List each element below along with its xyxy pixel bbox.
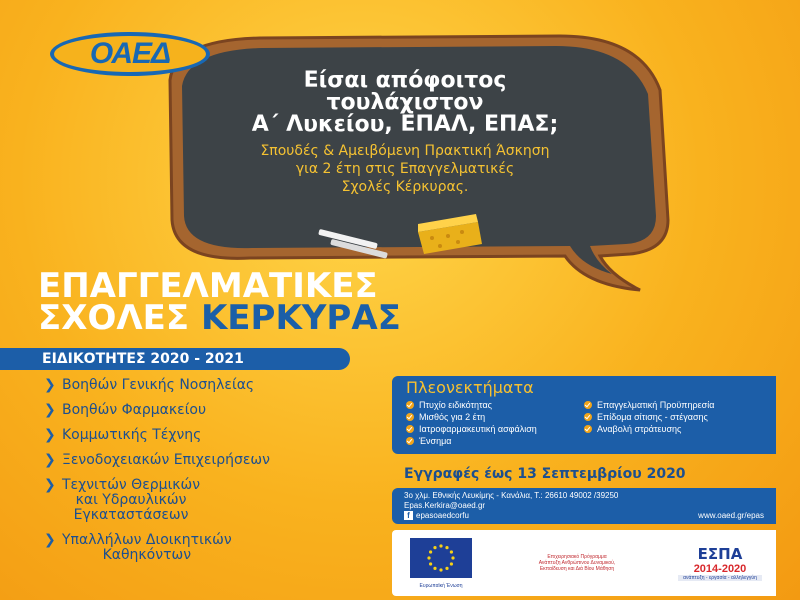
specialty-label: Ξενοδοχειακών Επιχειρήσεων	[62, 452, 270, 468]
schools-heading	[38, 266, 478, 338]
advantages-left	[406, 399, 584, 447]
espa-tagline: ανάπτυξη - εργασία - αλληλεγγύη	[678, 575, 762, 581]
specialty-label: Βοηθών Γενικής Νοσηλείας	[62, 377, 255, 393]
check-icon	[406, 413, 414, 421]
list-item: Πτυχίο ειδικότητας	[406, 399, 584, 411]
check-icon	[584, 413, 592, 421]
advantages-box	[392, 376, 776, 454]
list-item: Επαγγελματική Προϋπηρεσία	[584, 399, 762, 411]
chevron-right-icon: ❯	[44, 477, 56, 493]
facebook-link[interactable]: f epasoaedcorfu	[404, 511, 469, 521]
chevron-right-icon: ❯	[44, 377, 56, 393]
specialty-label: Βοηθών Φαρμακείου	[62, 402, 207, 418]
check-icon	[406, 437, 414, 445]
list-item: Μισθός για 2 έτη	[406, 411, 584, 423]
board-subtitle-line: Σπουδές & Αμειβόμενη Πρακτική Άσκηση	[260, 143, 550, 159]
contact-box	[392, 488, 776, 524]
board-subtitle	[180, 142, 630, 196]
check-icon	[406, 401, 414, 409]
chevron-right-icon: ❯	[44, 402, 56, 418]
logo-text: ΟΑΕΔ	[89, 37, 171, 70]
espa-logo	[678, 545, 762, 581]
list-item: Ιατροφαρμακευτική ασφάλιση	[406, 423, 584, 435]
board-title-line: Α΄ Λυκείου, ΕΠΑΛ, ΕΠΑΣ;	[251, 112, 559, 137]
espa-years: 2014-2020	[693, 563, 747, 575]
eu-caption: Ευρωπαϊκή Ένωση	[419, 582, 463, 589]
espa-word: ΕΣΠΑ	[697, 545, 743, 563]
funding-footer	[392, 530, 776, 596]
heading-line2	[38, 298, 478, 338]
contact-email[interactable]: Epas.Kerkira@oaed.gr	[404, 501, 486, 510]
heading-line1: ΕΠΑΓΓΕΛΜΑΤΙΚΕΣ	[38, 266, 378, 306]
contact-address: 3ο χλμ. Εθνικής Λευκίμης - Κανάλια, Τ.: 26610 49002 /39250	[404, 491, 619, 500]
chevron-right-icon: ❯	[44, 427, 56, 443]
check-icon	[584, 425, 592, 433]
specialty-label: Τεχνιτών Θερμικών και Υδραυλικών Εγκαταστάσεων	[62, 477, 201, 523]
specialties-list	[44, 378, 374, 563]
board-subtitle-line: για 2 έτη στις Επαγγελματικές	[295, 161, 515, 177]
advantages-right	[584, 399, 762, 447]
list-item: Αναβολή στράτευσης	[584, 423, 762, 435]
chevron-right-icon: ❯	[44, 452, 56, 468]
website-link[interactable]: www.oaed.gr/epas	[698, 511, 764, 520]
facebook-icon: f	[404, 511, 413, 520]
program-text: Επιχειρησιακό Πρόγραμμα Ανάπτυξη Ανθρώπινου Δυναμικού, Εκπαίδευση και Διά Βίου Μάθηση	[538, 554, 616, 572]
specialty-label: Υπαλλήλων Διοικητικών Καθηκόντων	[62, 532, 232, 563]
list-item	[44, 453, 374, 468]
advantages-title: Πλεονεκτήματα	[406, 378, 534, 397]
list-item	[44, 378, 374, 393]
board-subtitle-line: Σχολές Κέρκυρας.	[341, 179, 469, 195]
specialty-label: Κομμωτικής Τέχνης	[62, 427, 202, 443]
list-item	[44, 403, 374, 418]
list-item	[44, 478, 374, 523]
registration-deadline: Εγγραφές έως 13 Σεπτεμβρίου 2020	[404, 466, 686, 482]
contact-row	[404, 511, 764, 521]
board-text	[180, 70, 630, 196]
check-icon	[406, 425, 414, 433]
heading-city-word: ΚΕΡΚΥΡΑΣ	[200, 298, 401, 338]
advantages-columns	[406, 399, 762, 447]
board-title-line: τουλάχιστον	[326, 90, 484, 115]
list-item	[44, 428, 374, 443]
heading-schools-word: ΣΧΟΛΕΣ	[38, 298, 190, 338]
eu-logo	[406, 538, 476, 589]
specialties-bar: ΕΙΔΙΚΟΤΗΤΕΣ 2020 - 2021	[0, 348, 350, 370]
list-item: Επίδομα σίτισης - στέγασης	[584, 411, 762, 423]
eu-flag-icon	[410, 538, 472, 578]
chevron-right-icon: ❯	[44, 532, 56, 548]
list-item: Ένσημα	[406, 435, 584, 447]
board-title-line: Είσαι απόφοιτος	[303, 68, 507, 93]
list-item	[44, 533, 374, 563]
check-icon	[584, 401, 592, 409]
